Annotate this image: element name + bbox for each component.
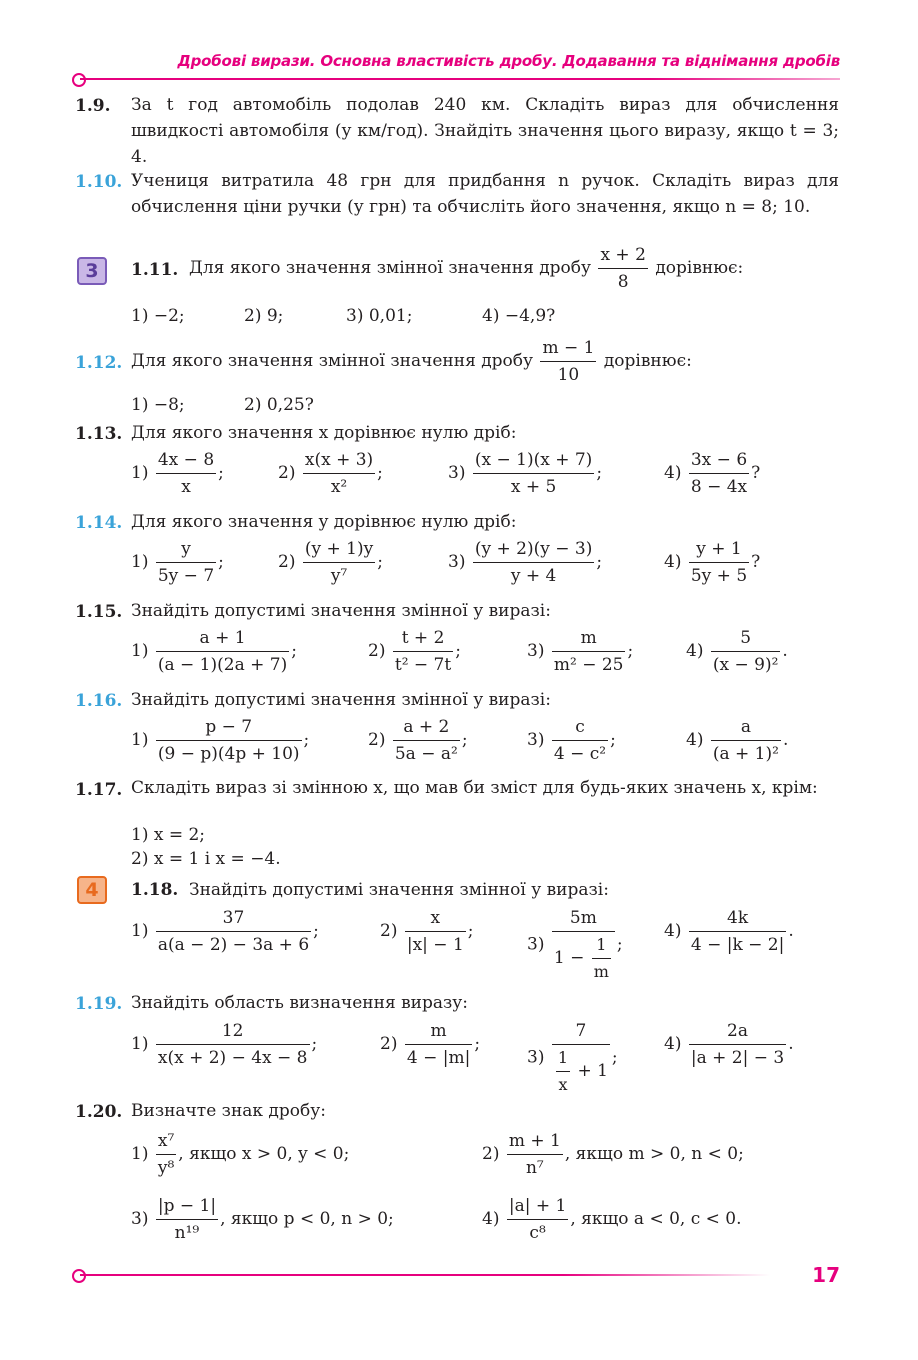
exercise-text: Знайдіть допустимі значення змінної у виразі: (131, 601, 551, 621)
nested-fraction (592, 934, 611, 983)
denominator-prefix: 1 − (553, 948, 585, 968)
condition-text: , якщо a < 0, c < 0. (570, 1209, 742, 1229)
fraction-item (664, 1020, 794, 1069)
fraction-denominator: 5a − a² (394, 744, 458, 764)
fraction-numerator: 4k (689, 907, 787, 932)
fraction-numerator: m (552, 627, 626, 652)
item-label: 1) (131, 552, 149, 572)
item-label: 2) (482, 1144, 500, 1164)
fraction (156, 627, 289, 676)
fraction-denominator: (a − 1)(2a + 7) (157, 655, 288, 675)
fraction-numerator: x + 2 (598, 244, 647, 269)
fraction-numerator: 5 (711, 627, 781, 652)
exercise-number: 1.20. (75, 1102, 123, 1122)
item-end: ? (751, 552, 761, 572)
exercise-text: Для якого значення y дорівнює нулю дріб: (131, 512, 517, 532)
exercise-text: Для якого значення x дорівнює нулю дріб: (131, 423, 517, 443)
fraction-denominator: y⁸ (157, 1158, 175, 1178)
item-label: 3) (448, 463, 466, 483)
level-4-badge: 4 (77, 876, 107, 904)
fraction-item (380, 907, 474, 956)
exercise-question (189, 244, 743, 293)
fraction-denominator: |a + 2| − 3 (690, 1048, 785, 1068)
fraction (552, 716, 608, 765)
fraction-denominator: n⁷ (525, 1158, 544, 1178)
item-label: 4) (686, 641, 704, 661)
footer-rule-dot (72, 1269, 86, 1283)
fraction-denominator: a(a − 2) − 3a + 6 (157, 935, 310, 955)
fraction-numerator: 4x − 8 (156, 449, 216, 474)
fraction (156, 1130, 176, 1179)
exercise-number: 1.19. (75, 994, 123, 1014)
fraction-denominator: |x| − 1 (406, 935, 464, 955)
fraction-numerator: m (405, 1020, 472, 1045)
fraction-numerator: |a| + 1 (507, 1195, 568, 1220)
fraction (540, 337, 596, 386)
exercise-text: За t год автомобіль подолав 240 км. Складіть вираз для обчислення швидкості автомобіля (у км/год). Знайдіть значення цього виразу, якщо t = 3; 4. (131, 95, 839, 167)
exercise-text: Знайдіть допустимі значення змінної у виразі: (189, 880, 609, 900)
fraction (552, 907, 615, 983)
fraction (156, 716, 302, 765)
fraction-numerator: x (405, 907, 466, 932)
fraction-denominator: y⁷ (330, 566, 348, 586)
fraction-item (380, 1020, 480, 1069)
fraction-item (131, 1020, 317, 1069)
exercise-number: 1.9. (75, 96, 111, 116)
fraction-item (131, 449, 224, 498)
header-rule-dot (72, 73, 86, 87)
exercise-question (131, 337, 692, 386)
fraction-item (686, 716, 788, 765)
level-3-badge: 3 (77, 257, 107, 285)
fraction-denominator: t² − 7t (394, 655, 452, 675)
exercise-text: Учениця витратила 48 грн для придбання n ручок. Складіть вираз для обчислення ціни ручки (у грн) та обчисліть його значення, якщо n = 8; 10. (131, 171, 839, 217)
fraction-numerator: a + 2 (393, 716, 460, 741)
item-label: 2) (368, 641, 386, 661)
fraction-numerator: p − 7 (156, 716, 302, 741)
answer-option: 2) 9; (244, 306, 284, 326)
item-label: 2) (278, 463, 296, 483)
item-end: ; (291, 641, 297, 661)
fraction (689, 907, 787, 956)
item-label: 4) (664, 1034, 682, 1054)
item-end: . (788, 1034, 794, 1054)
fraction-numerator: 2a (689, 1020, 786, 1045)
fraction (507, 1195, 568, 1244)
condition-line: 1) x = 2; (131, 825, 206, 845)
exercise-number: 1.13. (75, 424, 123, 444)
item-end: ; (461, 730, 468, 750)
item-end: ; (218, 552, 224, 572)
fraction-denominator: m (593, 962, 609, 981)
fraction-denominator (552, 1045, 610, 1096)
item-end: ; (474, 1034, 481, 1054)
item-label: 4) (664, 463, 682, 483)
answer-option: 2) 0,25? (244, 395, 314, 415)
fraction-item (482, 1130, 744, 1179)
fraction-numerator: m − 1 (540, 337, 596, 362)
exercise-text: дорівнює: (655, 258, 744, 278)
item-end: ; (467, 921, 474, 941)
fraction-denominator: m² − 25 (553, 655, 624, 675)
fraction-denominator: 4 − c² (553, 744, 607, 764)
fraction-item (278, 538, 383, 587)
fraction-numerator: a (711, 716, 781, 741)
fraction-denominator: (9 − p)(4p + 10) (157, 744, 300, 764)
fraction (689, 1020, 786, 1069)
fraction-item (131, 716, 309, 765)
fraction-denominator: (x − 9)² (712, 655, 779, 675)
fraction-numerator: (y + 2)(y − 3) (473, 538, 594, 563)
item-label: 2) (380, 1034, 398, 1054)
fraction-item (527, 907, 623, 983)
fraction-denominator: 5y − 7 (157, 566, 215, 586)
item-end: ; (377, 552, 383, 572)
fraction-denominator: 4 − |m| (406, 1048, 471, 1068)
item-end: ; (616, 934, 623, 955)
fraction (473, 449, 594, 498)
item-label: 1) (131, 641, 149, 661)
condition-text: , якщо m > 0, n < 0; (564, 1144, 744, 1164)
exercise-text: дорівнює: (603, 351, 692, 371)
item-label: 1) (131, 921, 149, 941)
item-label: 4) (482, 1209, 500, 1229)
page-number: 17 (812, 1263, 840, 1287)
fraction-numerator: x(x + 3) (303, 449, 375, 474)
exercise-text: Для якого значення змінної значення дробу (189, 258, 592, 278)
fraction-numerator: |p − 1| (156, 1195, 218, 1220)
fraction-numerator: c (552, 716, 608, 741)
item-label: 4) (686, 730, 704, 750)
fraction (303, 538, 375, 587)
fraction-numerator: (x − 1)(x + 7) (473, 449, 594, 474)
condition-line: 2) x = 1 і x = −4. (131, 849, 281, 869)
exercise-number: 1.11. (131, 260, 179, 280)
item-label: 3) (527, 641, 545, 661)
fraction-denominator: 5y + 5 (690, 566, 748, 586)
item-label: 2) (278, 552, 296, 572)
nested-fraction (556, 1047, 570, 1096)
fraction (507, 1130, 563, 1179)
fraction (405, 1020, 472, 1069)
item-label: 4) (664, 552, 682, 572)
fraction-numerator: 3x − 6 (689, 449, 749, 474)
fraction (393, 716, 460, 765)
item-label: 3) (131, 1209, 149, 1229)
fraction (156, 1195, 218, 1244)
item-end: ; (377, 463, 383, 483)
fraction-item (131, 1195, 394, 1244)
fraction-denominator: (a + 1)² (712, 744, 779, 764)
fraction-numerator: y (156, 538, 216, 563)
item-label: 2) (380, 921, 398, 941)
footer-rule (80, 1274, 770, 1276)
fraction-item (664, 907, 794, 956)
fraction (303, 449, 375, 498)
fraction-item (131, 538, 224, 587)
answer-option: 3) 0,01; (346, 306, 413, 326)
fraction-item (527, 1020, 618, 1096)
item-end: ? (751, 463, 761, 483)
exercise-text: Визначте знак дробу: (131, 1101, 326, 1121)
fraction-item (368, 716, 468, 765)
fraction (156, 907, 311, 956)
fraction (598, 244, 647, 293)
fraction-denominator: x(x + 2) − 4x − 8 (157, 1048, 308, 1068)
fraction (689, 538, 749, 587)
item-end: ; (313, 921, 319, 941)
fraction-denominator: x + 5 (510, 477, 557, 497)
fraction-numerator: m + 1 (507, 1130, 563, 1155)
item-label: 4) (664, 921, 682, 941)
exercise-text: Складіть вираз зі змінною x, що мав би зміст для будь-яких значень x, крім: (131, 778, 818, 798)
fraction-numerator: 7 (552, 1020, 610, 1045)
item-label: 1) (131, 1144, 149, 1164)
fraction-item (664, 538, 760, 587)
fraction-item (278, 449, 383, 498)
fraction-item (527, 716, 616, 765)
item-end: ; (303, 730, 310, 750)
fraction-denominator: 8 − 4x (690, 477, 748, 497)
condition-text: , якщо p < 0, n > 0; (220, 1209, 394, 1229)
fraction-denominator: 8 (617, 272, 629, 292)
fraction-item (448, 538, 602, 587)
item-label: 3) (527, 730, 545, 750)
fraction (711, 716, 781, 765)
exercise-number: 1.10. (75, 172, 123, 192)
item-label: 3) (527, 934, 545, 955)
item-end: . (788, 921, 794, 941)
fraction (156, 449, 216, 498)
item-end: ; (218, 463, 224, 483)
item-end: ; (611, 1047, 618, 1068)
fraction-denominator (552, 932, 615, 983)
fraction-denominator: x (558, 1075, 568, 1094)
item-label: 1) (131, 730, 149, 750)
fraction-denominator: x² (330, 477, 348, 497)
page-header-title: Дробові вирази. Основна властивість дробу. Додавання та віднімання дробів (177, 52, 840, 70)
answer-option: 1) −8; (131, 395, 185, 415)
exercise-number: 1.17. (75, 780, 123, 800)
item-end: ; (610, 730, 616, 750)
answer-option: 4) −4,9? (482, 306, 556, 326)
fraction-item (527, 627, 633, 676)
fraction-numerator: x⁷ (156, 1130, 176, 1155)
fraction (473, 538, 594, 587)
exercise-number: 1.18. (131, 880, 179, 900)
fraction-item (686, 627, 788, 676)
item-end: . (782, 641, 788, 661)
item-label: 3) (527, 1047, 545, 1068)
fraction-numerator: a + 1 (156, 627, 289, 652)
fraction-denominator: x (181, 477, 191, 497)
fraction-item (131, 627, 297, 676)
fraction-denominator: c⁸ (529, 1223, 546, 1243)
fraction-denominator: y + 4 (510, 566, 557, 586)
fraction-item (448, 449, 602, 498)
item-end: ; (596, 463, 603, 483)
fraction (156, 538, 216, 587)
fraction (393, 627, 453, 676)
exercise-text: Знайдіть область визначення виразу: (131, 993, 468, 1013)
exercise-text: Знайдіть допустимі значення змінної у виразі: (131, 690, 551, 710)
fraction-numerator: (y + 1)y (303, 538, 375, 563)
fraction-item (664, 449, 760, 498)
fraction-item (368, 627, 461, 676)
item-label: 1) (131, 1034, 149, 1054)
item-end: ; (596, 552, 603, 572)
exercise-text: Для якого значення змінної значення дробу (131, 351, 534, 371)
fraction (711, 627, 781, 676)
fraction (405, 907, 466, 956)
exercise-number: 1.15. (75, 602, 123, 622)
fraction (552, 627, 626, 676)
fraction-numerator: 5m (552, 907, 615, 932)
fraction-denominator: n¹⁹ (174, 1223, 200, 1243)
fraction-numerator: y + 1 (689, 538, 749, 563)
fraction-item (131, 907, 319, 956)
item-end: . (782, 730, 789, 750)
exercise-number: 1.16. (75, 691, 123, 711)
fraction (689, 449, 749, 498)
item-end: ; (627, 641, 634, 661)
exercise-number: 1.12. (75, 353, 123, 373)
fraction (552, 1020, 610, 1096)
fraction-numerator: 37 (156, 907, 311, 932)
header-rule (80, 78, 840, 80)
fraction-numerator: t + 2 (393, 627, 453, 652)
fraction-denominator: 10 (557, 365, 580, 385)
condition-text: , якщо x > 0, y < 0; (178, 1144, 350, 1164)
item-label: 2) (368, 730, 386, 750)
fraction (156, 1020, 310, 1069)
fraction-item (131, 1130, 349, 1179)
item-label: 1) (131, 463, 149, 483)
item-label: 3) (448, 552, 466, 572)
fraction-numerator: 1 (556, 1047, 570, 1072)
denominator-suffix: + 1 (577, 1061, 608, 1081)
item-end: ; (311, 1034, 318, 1054)
answer-option: 1) −2; (131, 306, 185, 326)
fraction-numerator: 1 (592, 934, 611, 959)
fraction-denominator: 4 − |k − 2| (690, 935, 785, 955)
fraction-numerator: 12 (156, 1020, 310, 1045)
fraction-item (482, 1195, 742, 1244)
item-end: ; (455, 641, 461, 661)
exercise-number: 1.14. (75, 513, 123, 533)
